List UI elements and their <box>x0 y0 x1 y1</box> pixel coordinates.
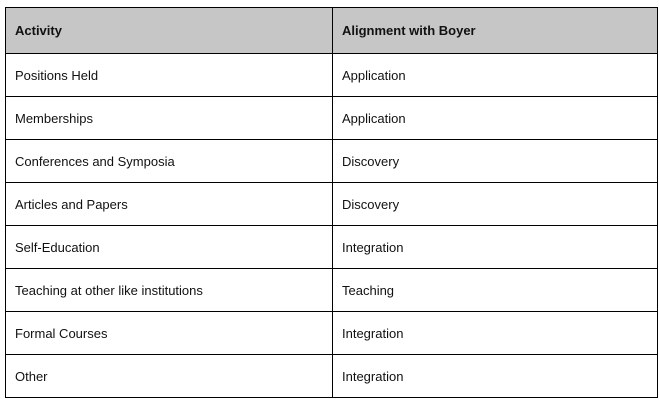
table-row <box>6 226 658 269</box>
table-row <box>6 312 658 355</box>
header-activity: Activity <box>6 8 333 54</box>
header-alignment: Alignment with Boyer <box>333 8 658 54</box>
activity-cell: Self-Education <box>6 226 333 269</box>
table-row <box>6 355 658 398</box>
table-row <box>6 183 658 226</box>
activity-alignment-table <box>5 7 658 398</box>
alignment-cell: Integration <box>333 312 658 355</box>
activity-cell: Formal Courses <box>6 312 333 355</box>
table-row <box>6 140 658 183</box>
alignment-cell: Integration <box>333 355 658 398</box>
table-row <box>6 97 658 140</box>
activity-cell: Conferences and Symposia <box>6 140 333 183</box>
alignment-cell: Discovery <box>333 140 658 183</box>
activity-cell: Teaching at other like institutions <box>6 269 333 312</box>
activity-cell: Positions Held <box>6 54 333 97</box>
alignment-cell: Application <box>333 97 658 140</box>
activity-cell: Memberships <box>6 97 333 140</box>
table-row <box>6 269 658 312</box>
alignment-cell: Discovery <box>333 183 658 226</box>
table-header-row <box>6 8 658 54</box>
alignment-cell: Integration <box>333 226 658 269</box>
activity-cell: Articles and Papers <box>6 183 333 226</box>
alignment-cell: Application <box>333 54 658 97</box>
table-row <box>6 54 658 97</box>
activity-cell: Other <box>6 355 333 398</box>
alignment-cell: Teaching <box>333 269 658 312</box>
